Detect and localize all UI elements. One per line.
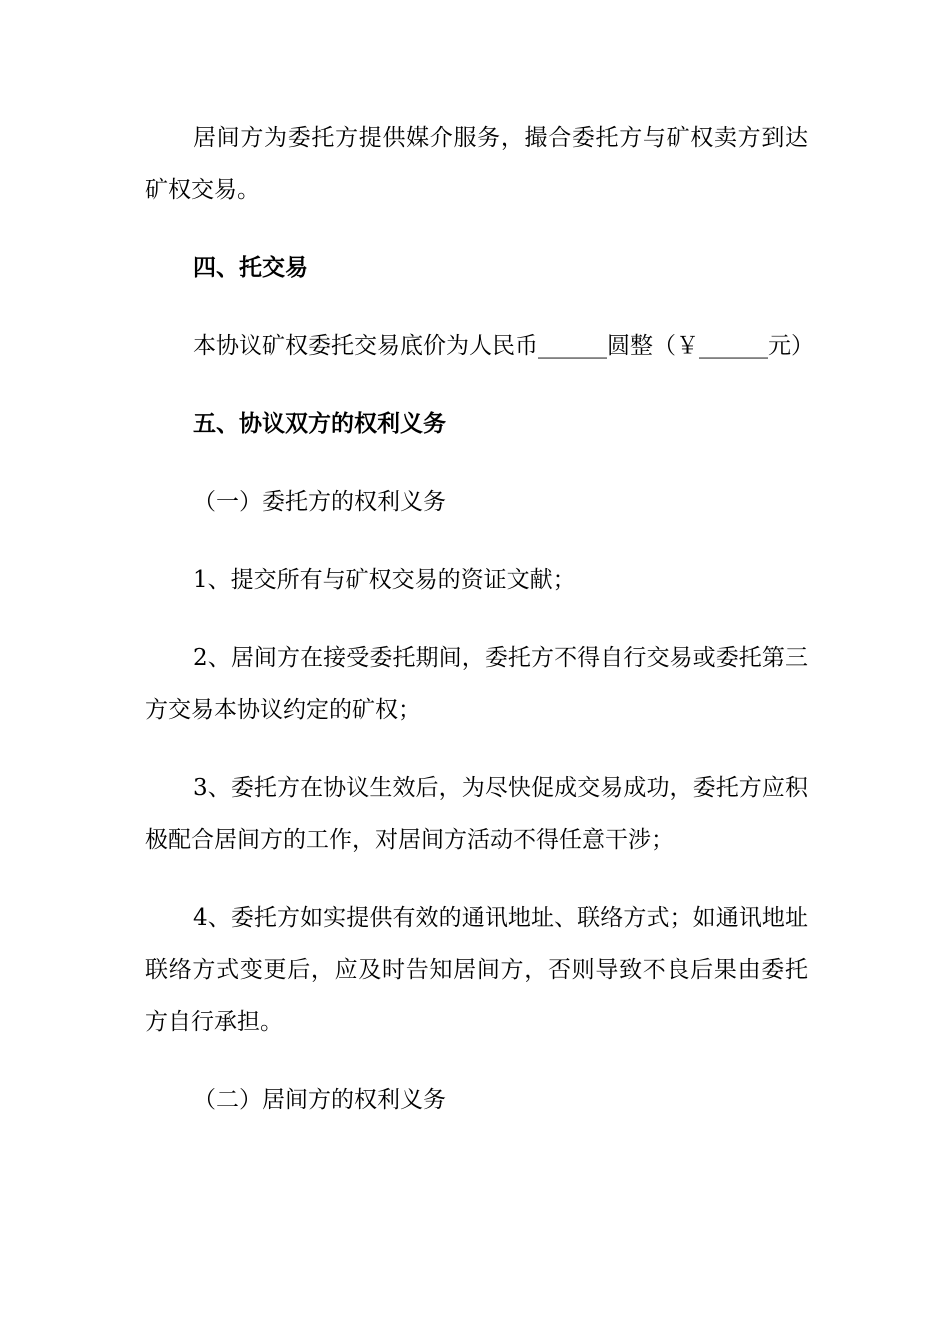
clause-item-1: 1、提交所有与矿权交易的资证文献； — [193, 567, 576, 593]
clause-item-4: 4、委托方如实提供有效的通讯地址、联络方式；如通讯地址联络方式变更后，应及时告知居间方，否则导致不良后果由委托方自行承担。 — [145, 905, 808, 1035]
clause-item-2: 2、居间方在接受委托期间，委托方不得自行交易或委托第三方交易本协议约定的矿权； — [145, 645, 808, 723]
clause-item-3: 3、委托方在协议生效后，为尽快促成交易成功，委托方应积极配合居间方的工作，对居间方活动不得任意干涉； — [145, 775, 808, 853]
section-heading-four: 四、托交易 — [193, 255, 308, 281]
document-page — [145, 112, 814, 1126]
subsection-heading-intermediary: （二）居间方的权利义务 — [193, 1087, 446, 1113]
section-heading-five: 五、协议双方的权利义务 — [193, 411, 446, 437]
subsection-heading-client: （一）委托方的权利义务 — [193, 489, 446, 515]
paragraph-intermediary-service: 居间方为委托方提供媒介服务，撮合委托方与矿权卖方到达矿权交易。 — [145, 125, 808, 203]
paragraph-reserve-price: 本协议矿权委托交易底价为人民币______圆整（￥______元） — [193, 333, 814, 359]
